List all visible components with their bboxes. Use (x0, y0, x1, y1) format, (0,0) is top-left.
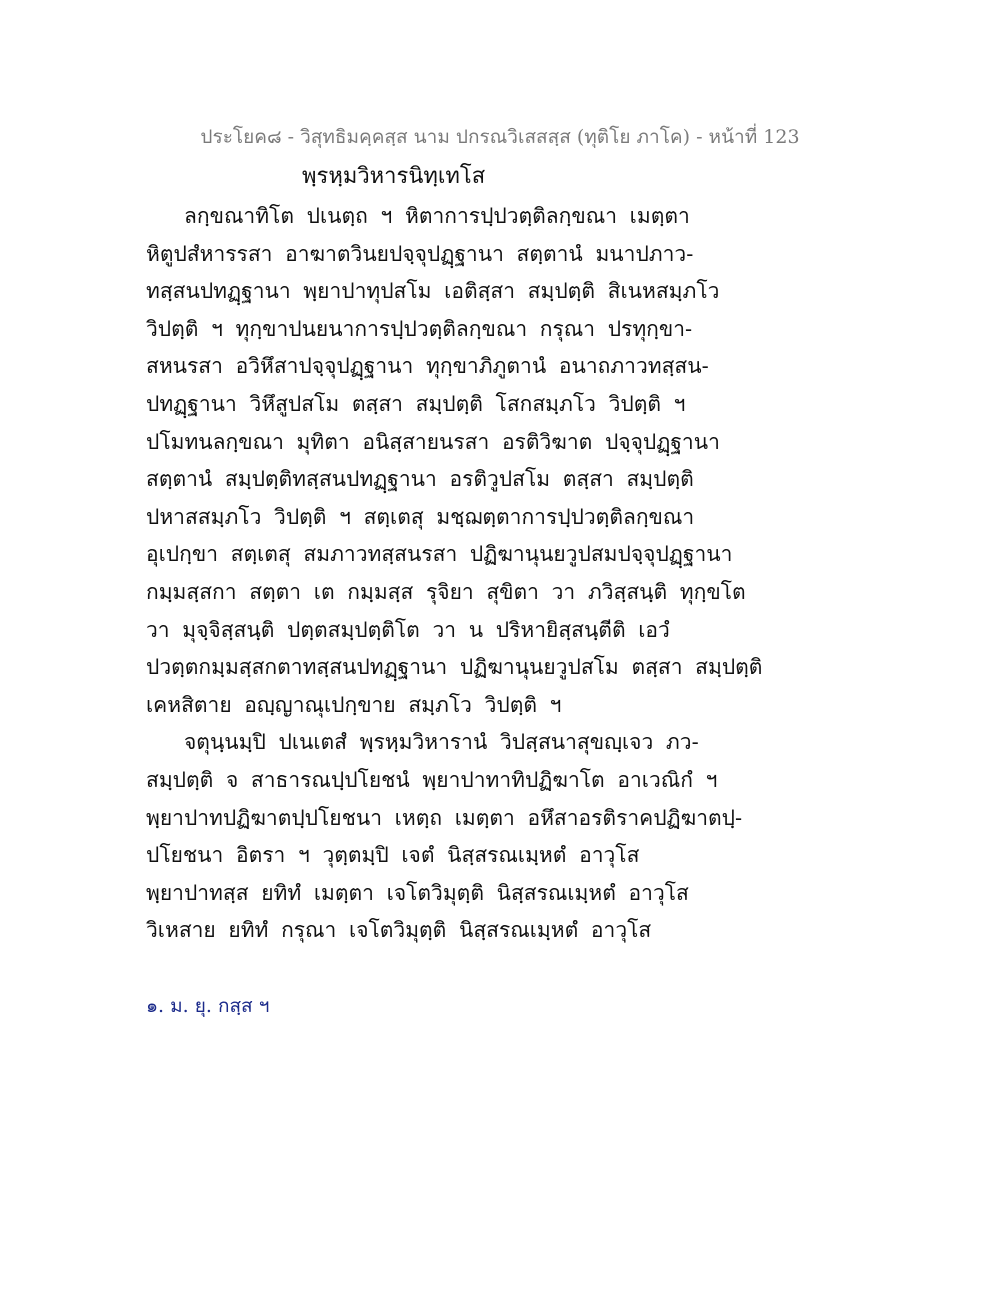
text-line: ปโมทนลกฺขณา มุทิตา อนิสฺสายนรสา อรติวิฆาต ปจฺจุปฏฺฐานา (146, 429, 720, 454)
text-line: พฺยาปาทปฏิฆาตปฺปโยชนา เหตฺถ เมตฺตา อหึสาอรติราคปฏิฆาตปฺ- (146, 805, 743, 830)
text-line: ลกฺขณาทิโต ปเนตฺถ ฯ หิตาการปฺปวตฺติลกฺขณา เมตฺตา (184, 204, 690, 228)
text-line: พฺยาปาทสฺส ยทิทํ เมตฺตา เจโตวิมุตฺติ นิสฺสรณเมฺหตํ อาวุโส (146, 880, 689, 905)
section-title: พฺรหฺมวิหารนิทฺเทโส (302, 164, 486, 189)
text-line: ปวตฺตกมฺมสฺสกตาทสฺสนปทฏฺฐานา ปฏิฆานุนยวูปสโม ตสฺสา สมฺปตฺติ (146, 655, 763, 680)
text-line: วา มุจฺจิสฺสนฺติ ปตฺตสมฺปตฺติโต วา น ปริหายิสฺสนฺตีติ เอวํ (146, 617, 670, 642)
text-line: อุเปกฺขา สตฺเตสุ สมภาวทสฺสนรสา ปฏิฆานุนยวูปสมปจฺจุปฏฺฐานา (146, 542, 733, 567)
text-line: ทสฺสนปทฏฺฐานา พฺยาปาทุปสโม เอติสฺสา สมฺปตฺติ สิเนหสมฺภโว (146, 279, 720, 304)
running-header (0, 122, 1000, 152)
text-line: ปทฏฺฐานา วิหึสูปสโม ตสฺสา สมฺปตฺติ โสกสมฺภโว วิปตฺติ ฯ (146, 391, 686, 416)
text-line: สหนรสา อวิหึสาปจฺจุปฏฺฐานา ทุกฺขาภิภูตานํ อนาถภาวทสฺสน- (146, 354, 709, 379)
text-line: ปหาสสมฺภโว วิปตฺติ ฯ สตฺเตสุ มชฺฌตฺตาการปฺปวตฺติลกฺขณา (146, 504, 695, 529)
text-line: ปโยชนา อิตรา ฯ วุตฺตมฺปิ เจตํ นิสฺสรณเมฺหตํ อาวุโส (146, 843, 640, 868)
text-line: วิเหสาย ยทิทํ กรุณา เจโตวิมุตฺติ นิสฺสรณเมฺหตํ อาวุโส (146, 918, 652, 943)
text-line: จตุนฺนมฺปิ ปเนเตสํ พฺรหฺมวิหารานํ วิปสฺสนาสุขญฺเจว ภว- (184, 730, 699, 755)
text-line: กมฺมสฺสกา สตฺตา เต กมฺมสฺส รุจิยา สุขิตา วา ภวิสฺสนฺติ ทุกฺขโต (146, 579, 746, 604)
footnote: ๑. ม. ยุ. กสฺส ฯ (146, 995, 270, 1017)
body-text (146, 198, 866, 950)
text-line: เคหสิตาย อญฺญาณุเปกฺขาย สมฺภโว วิปตฺติ ฯ (146, 692, 562, 717)
text-line: หิตูปสํหารรสา อาฆาตวินยปจฺจุปฏฺฐานา สตฺตานํ มนาปภาว- (146, 241, 694, 266)
running-header-text: ประโยค๘ - วิสุทธิมคฺคสฺส นาม ปกรณวิเสสสฺส (ทุติโย ภาโค) - หน้าที่ 123 (200, 126, 800, 148)
text-line: สตฺตานํ สมฺปตฺติทสฺสนปทฏฺฐานา อรติวูปสโม ตสฺสา สมฺปตฺติ (146, 467, 694, 492)
text-line: วิปตฺติ ฯ ทุกฺขาปนยนาการปฺปวตฺติลกฺขณา กรุณา ปรทุกฺขา- (146, 316, 693, 341)
text-line: สมฺปตฺติ จ สาธารณปฺปโยชนํ พฺยาปาทาทิปฏิฆาโต อาเวณิกํ ฯ (146, 767, 718, 792)
